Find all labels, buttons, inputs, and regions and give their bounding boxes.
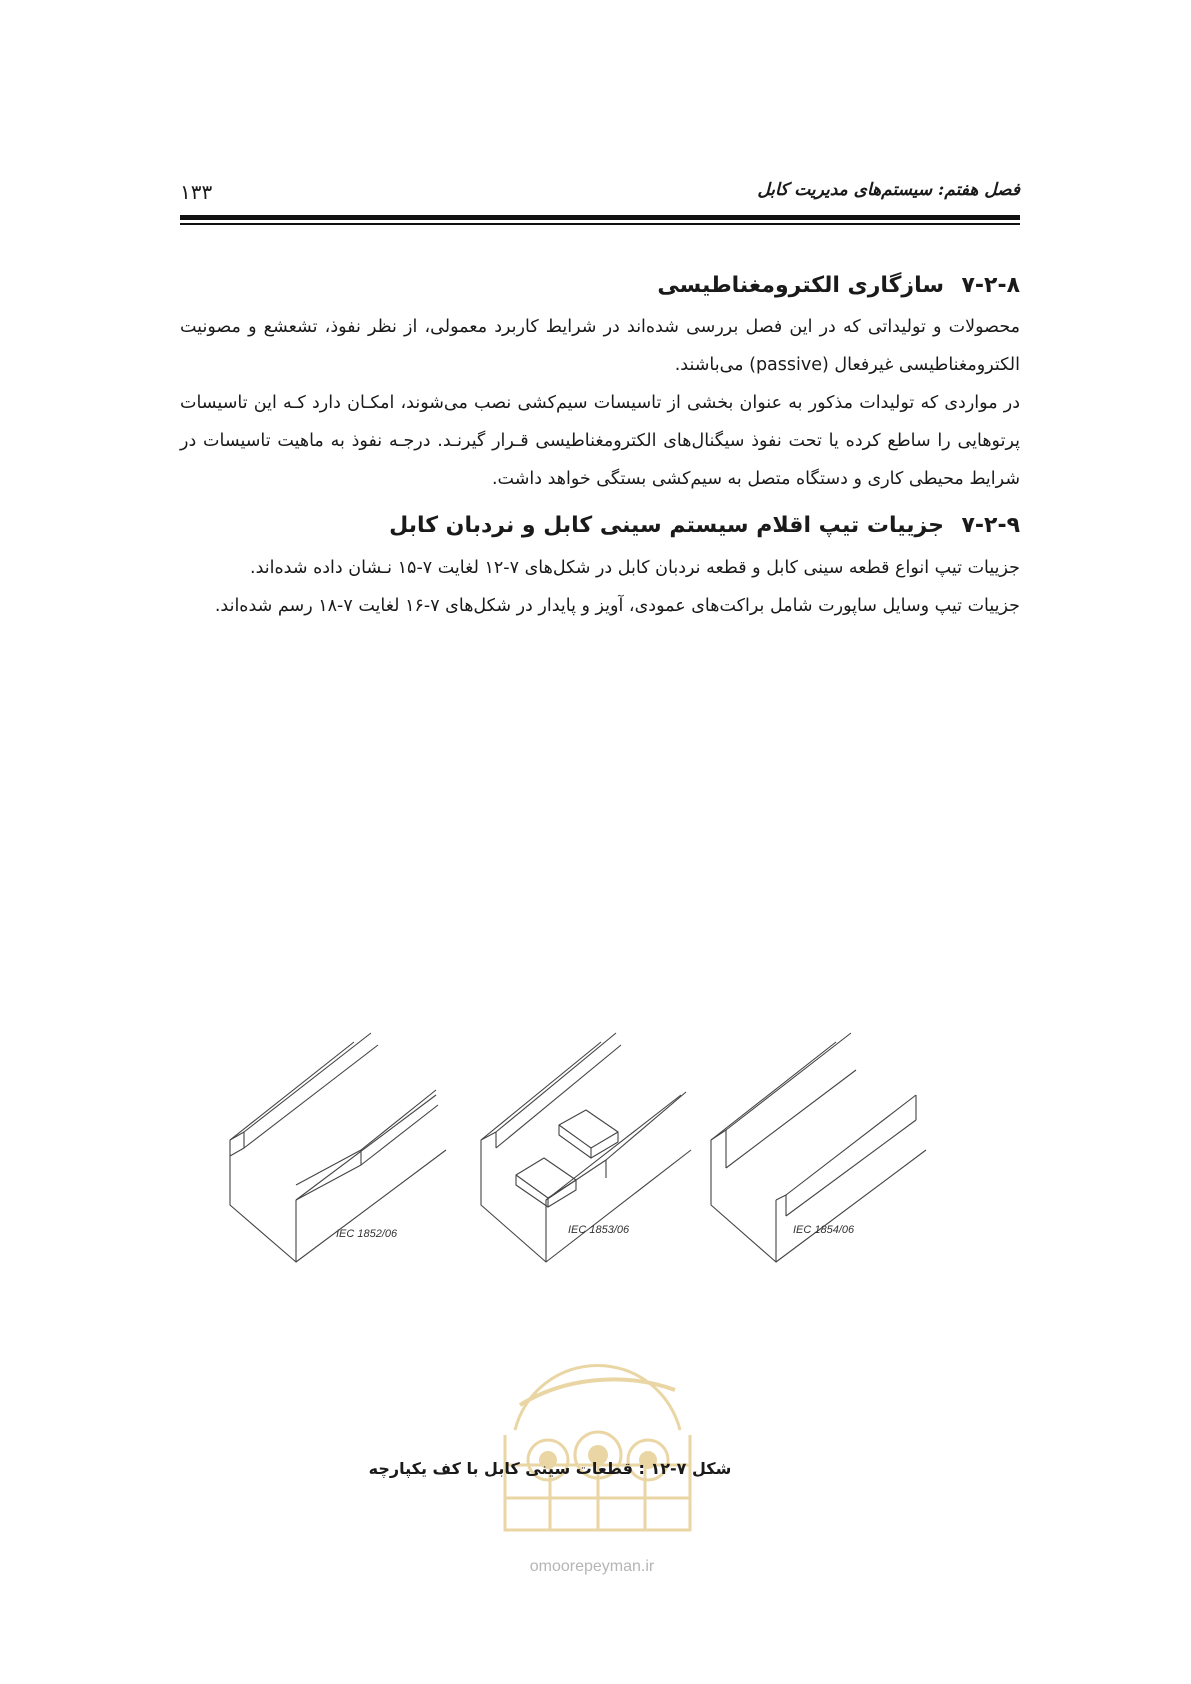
- paragraph: در مواردی که تولیدات مذکور به عنوان بخشی از تاسیسات سیم‌کشی نصب می‌شوند، امکـان دارد کـه این تاسیسات پرتوهایی را ساطع کرده یا تحت نفوذ سیگنال‌های الکترومغناطیسی قـرار گیرنـد. درجـه نفوذ به ماهیت تاسیسات در شرایط محیطی کاری و دستگاه متصل به سیم‌کشی بستگی خواهد داشت.: [180, 393, 1020, 489]
- cable-tray-drawings: [226, 1030, 946, 1265]
- cable-tray-figure: [226, 1030, 946, 1265]
- figure-label-1854: IEC 1854/06: [793, 1224, 855, 1236]
- watermark-seal: [490, 1310, 705, 1545]
- paragraph: جزییات تیپ انواع قطعه سینی کابل و قطعه نردبان کابل در شکل‌های ۷-۱۲ لغایت ۷-۱۵ نـشان داده شده‌اند.: [250, 558, 1020, 578]
- page-number: ۱۳۳: [180, 180, 213, 204]
- running-header: [180, 180, 1020, 208]
- section-number: ۷-۲-۸: [961, 273, 1020, 298]
- section-title: سازگاری الکترومغناطیسی: [657, 273, 944, 298]
- figure-label-1853: IEC 1853/06: [568, 1224, 630, 1236]
- section-body-typical-details: [180, 549, 1020, 625]
- header-rule-thick: [180, 215, 1020, 220]
- paragraph: جزییات تیپ وسایل ساپورت شامل براکت‌های عمودی، آویز و پایدار در شکل‌های ۷-۱۶ لغایت ۷-۱۸ رسم شده‌اند.: [214, 596, 1020, 616]
- header-rule-thin: [180, 223, 1020, 225]
- chapter-title: فصل هفتم: سیستم‌های مدیریت کابل: [757, 180, 1020, 200]
- section-number: ۷-۲-۹: [961, 513, 1020, 538]
- section-heading-typical-details: [389, 513, 1020, 538]
- section-body-emc: [180, 308, 1020, 498]
- section-heading-emc: [657, 273, 1020, 298]
- paragraph: محصولات و تولیداتی که در این فصل بررسی شده‌اند در شرایط کاربرد معمولی، از نظر نفوذ، تشعشع و مصونیت الکترومغناطیسی غیرفعال (passive) می‌باشند.: [180, 317, 1020, 375]
- watermark-url: omoorepeyman.ir: [529, 1558, 655, 1575]
- figure-caption: شکل ۷-۱۲ : قطعات سینی کابل با کف یکپارچه: [368, 1459, 732, 1478]
- figure-label-1852: IEC 1852/06: [336, 1228, 398, 1240]
- section-title: جزییات تیپ اقلام سیستم سینی کابل و نردبان کابل: [389, 513, 944, 538]
